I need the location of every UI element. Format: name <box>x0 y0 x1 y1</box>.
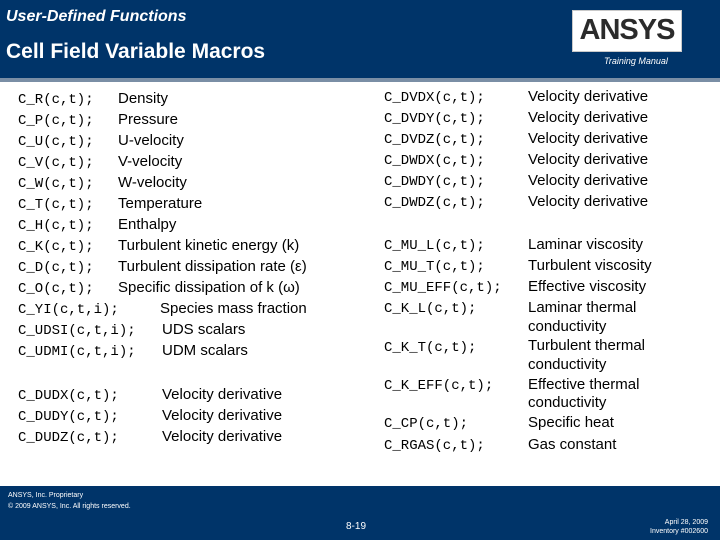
macro-desc-row <box>118 130 184 151</box>
macro-description: Laminar viscosity <box>528 236 644 253</box>
macro-code: C_DVDX(c,t); <box>384 90 485 106</box>
macro-row <box>18 214 94 237</box>
macro-row <box>18 426 119 449</box>
macro-row <box>18 109 94 132</box>
macro-description: Effective viscosity <box>528 278 647 295</box>
macro-row <box>18 384 119 407</box>
macro-desc-row <box>118 214 176 235</box>
macro-desc-row <box>118 235 299 256</box>
macro-desc-row <box>118 151 182 172</box>
macro-description: UDS scalars <box>162 321 246 338</box>
macro-desc-row <box>118 172 187 193</box>
macro-row <box>384 255 485 278</box>
macro-desc-row <box>528 170 648 191</box>
macro-description: Turbulent dissipation rate (ε) <box>118 258 307 275</box>
footer-date: April 28, 2009 <box>664 519 708 526</box>
macro-code: C_K_T(c,t); <box>384 340 477 356</box>
macro-desc-row <box>528 255 652 276</box>
macro-description: conductivity <box>528 318 607 335</box>
macro-description: Laminar thermal <box>528 299 637 316</box>
macro-row <box>384 170 485 193</box>
macro-code: C_K_L(c,t); <box>384 301 477 317</box>
macro-code: C_UDMI(c,t,i); <box>18 344 136 360</box>
macro-code: C_DWDZ(c,t); <box>384 195 485 211</box>
macro-code: C_K_EFF(c,t); <box>384 378 494 394</box>
footer-inventory: Inventory #002600 <box>650 528 708 535</box>
macro-desc-row <box>528 149 648 170</box>
macro-description: Turbulent thermal <box>528 337 645 354</box>
macro-description: Velocity derivative <box>162 407 283 424</box>
macro-code: C_MU_T(c,t); <box>384 259 485 275</box>
macro-desc-row <box>118 88 168 109</box>
macro-code: C_DUDY(c,t); <box>18 409 119 425</box>
macro-code: C_V(c,t); <box>18 155 94 171</box>
macro-row <box>384 336 476 359</box>
macro-desc-row <box>118 193 202 214</box>
macro-row <box>18 193 94 216</box>
macro-description: Velocity derivative <box>528 193 649 210</box>
macro-row <box>384 86 485 109</box>
macro-code: C_DWDY(c,t); <box>384 174 485 190</box>
macro-row <box>18 130 94 153</box>
macro-description: Velocity derivative <box>528 130 649 147</box>
macro-desc-row <box>118 277 300 298</box>
macro-description: Density <box>118 90 169 107</box>
macro-code: C_MU_L(c,t); <box>384 238 485 254</box>
macro-desc-row <box>528 234 643 255</box>
training-manual-label: Training Manual <box>604 56 668 66</box>
macro-code: C_U(c,t); <box>18 134 94 150</box>
macro-description: V-velocity <box>118 153 183 170</box>
macro-description: Temperature <box>118 195 203 212</box>
macro-row <box>18 235 94 258</box>
macro-description: Velocity derivative <box>528 88 649 105</box>
macro-code: C_H(c,t); <box>18 218 94 234</box>
macro-desc-row <box>162 384 282 405</box>
macro-description: Velocity derivative <box>162 428 283 445</box>
slide-section-title: User-Defined Functions <box>6 8 187 25</box>
macro-desc-row <box>162 319 245 340</box>
macro-code: C_UDSI(c,t,i); <box>18 323 136 339</box>
macro-description: Turbulent kinetic energy (k) <box>118 237 300 254</box>
macro-description: W-velocity <box>118 174 187 191</box>
macro-desc-row <box>160 298 307 319</box>
macro-desc-row <box>528 107 648 128</box>
macro-description: Specific heat <box>528 414 614 431</box>
macro-description: Species mass fraction <box>160 300 307 317</box>
macro-row <box>384 276 502 299</box>
macro-desc-row <box>162 340 248 361</box>
ansys-logo <box>572 10 682 52</box>
macro-description: UDM scalars <box>162 342 248 359</box>
macro-description: Velocity derivative <box>528 172 649 189</box>
macro-description: Velocity derivative <box>162 386 283 403</box>
macro-description: Pressure <box>118 111 179 128</box>
macro-row <box>384 191 485 214</box>
macro-code: C_K(c,t); <box>18 239 94 255</box>
macro-code: C_W(c,t); <box>18 176 94 192</box>
macro-desc-row <box>528 392 606 413</box>
macro-code: C_O(c,t); <box>18 281 94 297</box>
macro-row <box>18 88 94 111</box>
macro-desc-row <box>528 335 645 356</box>
macro-description: conductivity <box>528 394 607 411</box>
header-accent-bar <box>0 78 720 82</box>
macro-code: C_YI(c,t,i); <box>18 302 119 318</box>
macro-row <box>18 319 136 342</box>
macro-code: C_T(c,t); <box>18 197 94 213</box>
macro-code: C_P(c,t); <box>18 113 94 129</box>
macro-desc-row <box>528 191 648 212</box>
macro-desc-row <box>118 109 178 130</box>
macro-desc-row <box>118 256 307 277</box>
macro-row <box>18 298 119 321</box>
macro-row <box>18 405 119 428</box>
macro-code: C_DWDX(c,t); <box>384 153 485 169</box>
macro-description: Gas constant <box>528 436 617 453</box>
macro-desc-row <box>162 426 282 447</box>
macro-code: C_DVDY(c,t); <box>384 111 485 127</box>
macro-desc-row <box>528 316 606 337</box>
macro-code: C_D(c,t); <box>18 260 94 276</box>
macro-desc-row <box>528 412 614 433</box>
macro-code: C_DUDX(c,t); <box>18 388 119 404</box>
macro-row <box>384 107 485 130</box>
macro-description: Enthalpy <box>118 216 177 233</box>
footer-proprietary: ANSYS, Inc. Proprietary <box>8 492 84 499</box>
macro-code: C_RGAS(c,t); <box>384 438 485 454</box>
macro-code: C_CP(c,t); <box>384 416 469 432</box>
ansys-logo-text: ANSYS <box>579 14 675 46</box>
macro-description: U-velocity <box>118 132 184 149</box>
macro-row <box>384 234 485 257</box>
slide-title: Cell Field Variable Macros <box>6 40 266 63</box>
macro-code: C_R(c,t); <box>18 92 94 108</box>
macro-code: C_DUDZ(c,t); <box>18 430 119 446</box>
footer-date-inventory <box>650 518 708 536</box>
macro-description: Velocity derivative <box>528 109 649 126</box>
macro-row <box>18 256 94 279</box>
macro-code: C_DVDZ(c,t); <box>384 132 485 148</box>
macro-desc-row <box>528 297 636 318</box>
macro-row <box>384 434 485 457</box>
macro-row <box>384 412 468 435</box>
macro-description: Velocity derivative <box>528 151 649 168</box>
macro-row <box>18 340 136 363</box>
macro-desc-row <box>528 434 616 455</box>
footer-rights: © 2009 ANSYS, Inc. All rights reserved. <box>8 503 131 510</box>
page-number: 8-19 <box>346 521 367 532</box>
macro-row <box>18 277 94 300</box>
macro-desc-row <box>528 128 648 149</box>
macro-description: Turbulent viscosity <box>528 257 652 274</box>
macro-row <box>384 374 493 397</box>
macro-row <box>384 297 476 320</box>
macro-row <box>18 151 94 174</box>
macro-code: C_MU_EFF(c,t); <box>384 280 502 296</box>
macro-desc-row <box>528 354 606 375</box>
macro-desc-row <box>528 86 648 107</box>
macro-desc-row <box>528 276 646 297</box>
macro-row <box>384 149 485 172</box>
macro-row <box>384 128 485 151</box>
macro-description: Effective thermal <box>528 376 640 393</box>
macro-description: conductivity <box>528 356 607 373</box>
macro-description: Specific dissipation of k (ω) <box>118 279 300 296</box>
footer-copyright <box>8 490 131 512</box>
macro-desc-row <box>162 405 282 426</box>
macro-row <box>18 172 94 195</box>
